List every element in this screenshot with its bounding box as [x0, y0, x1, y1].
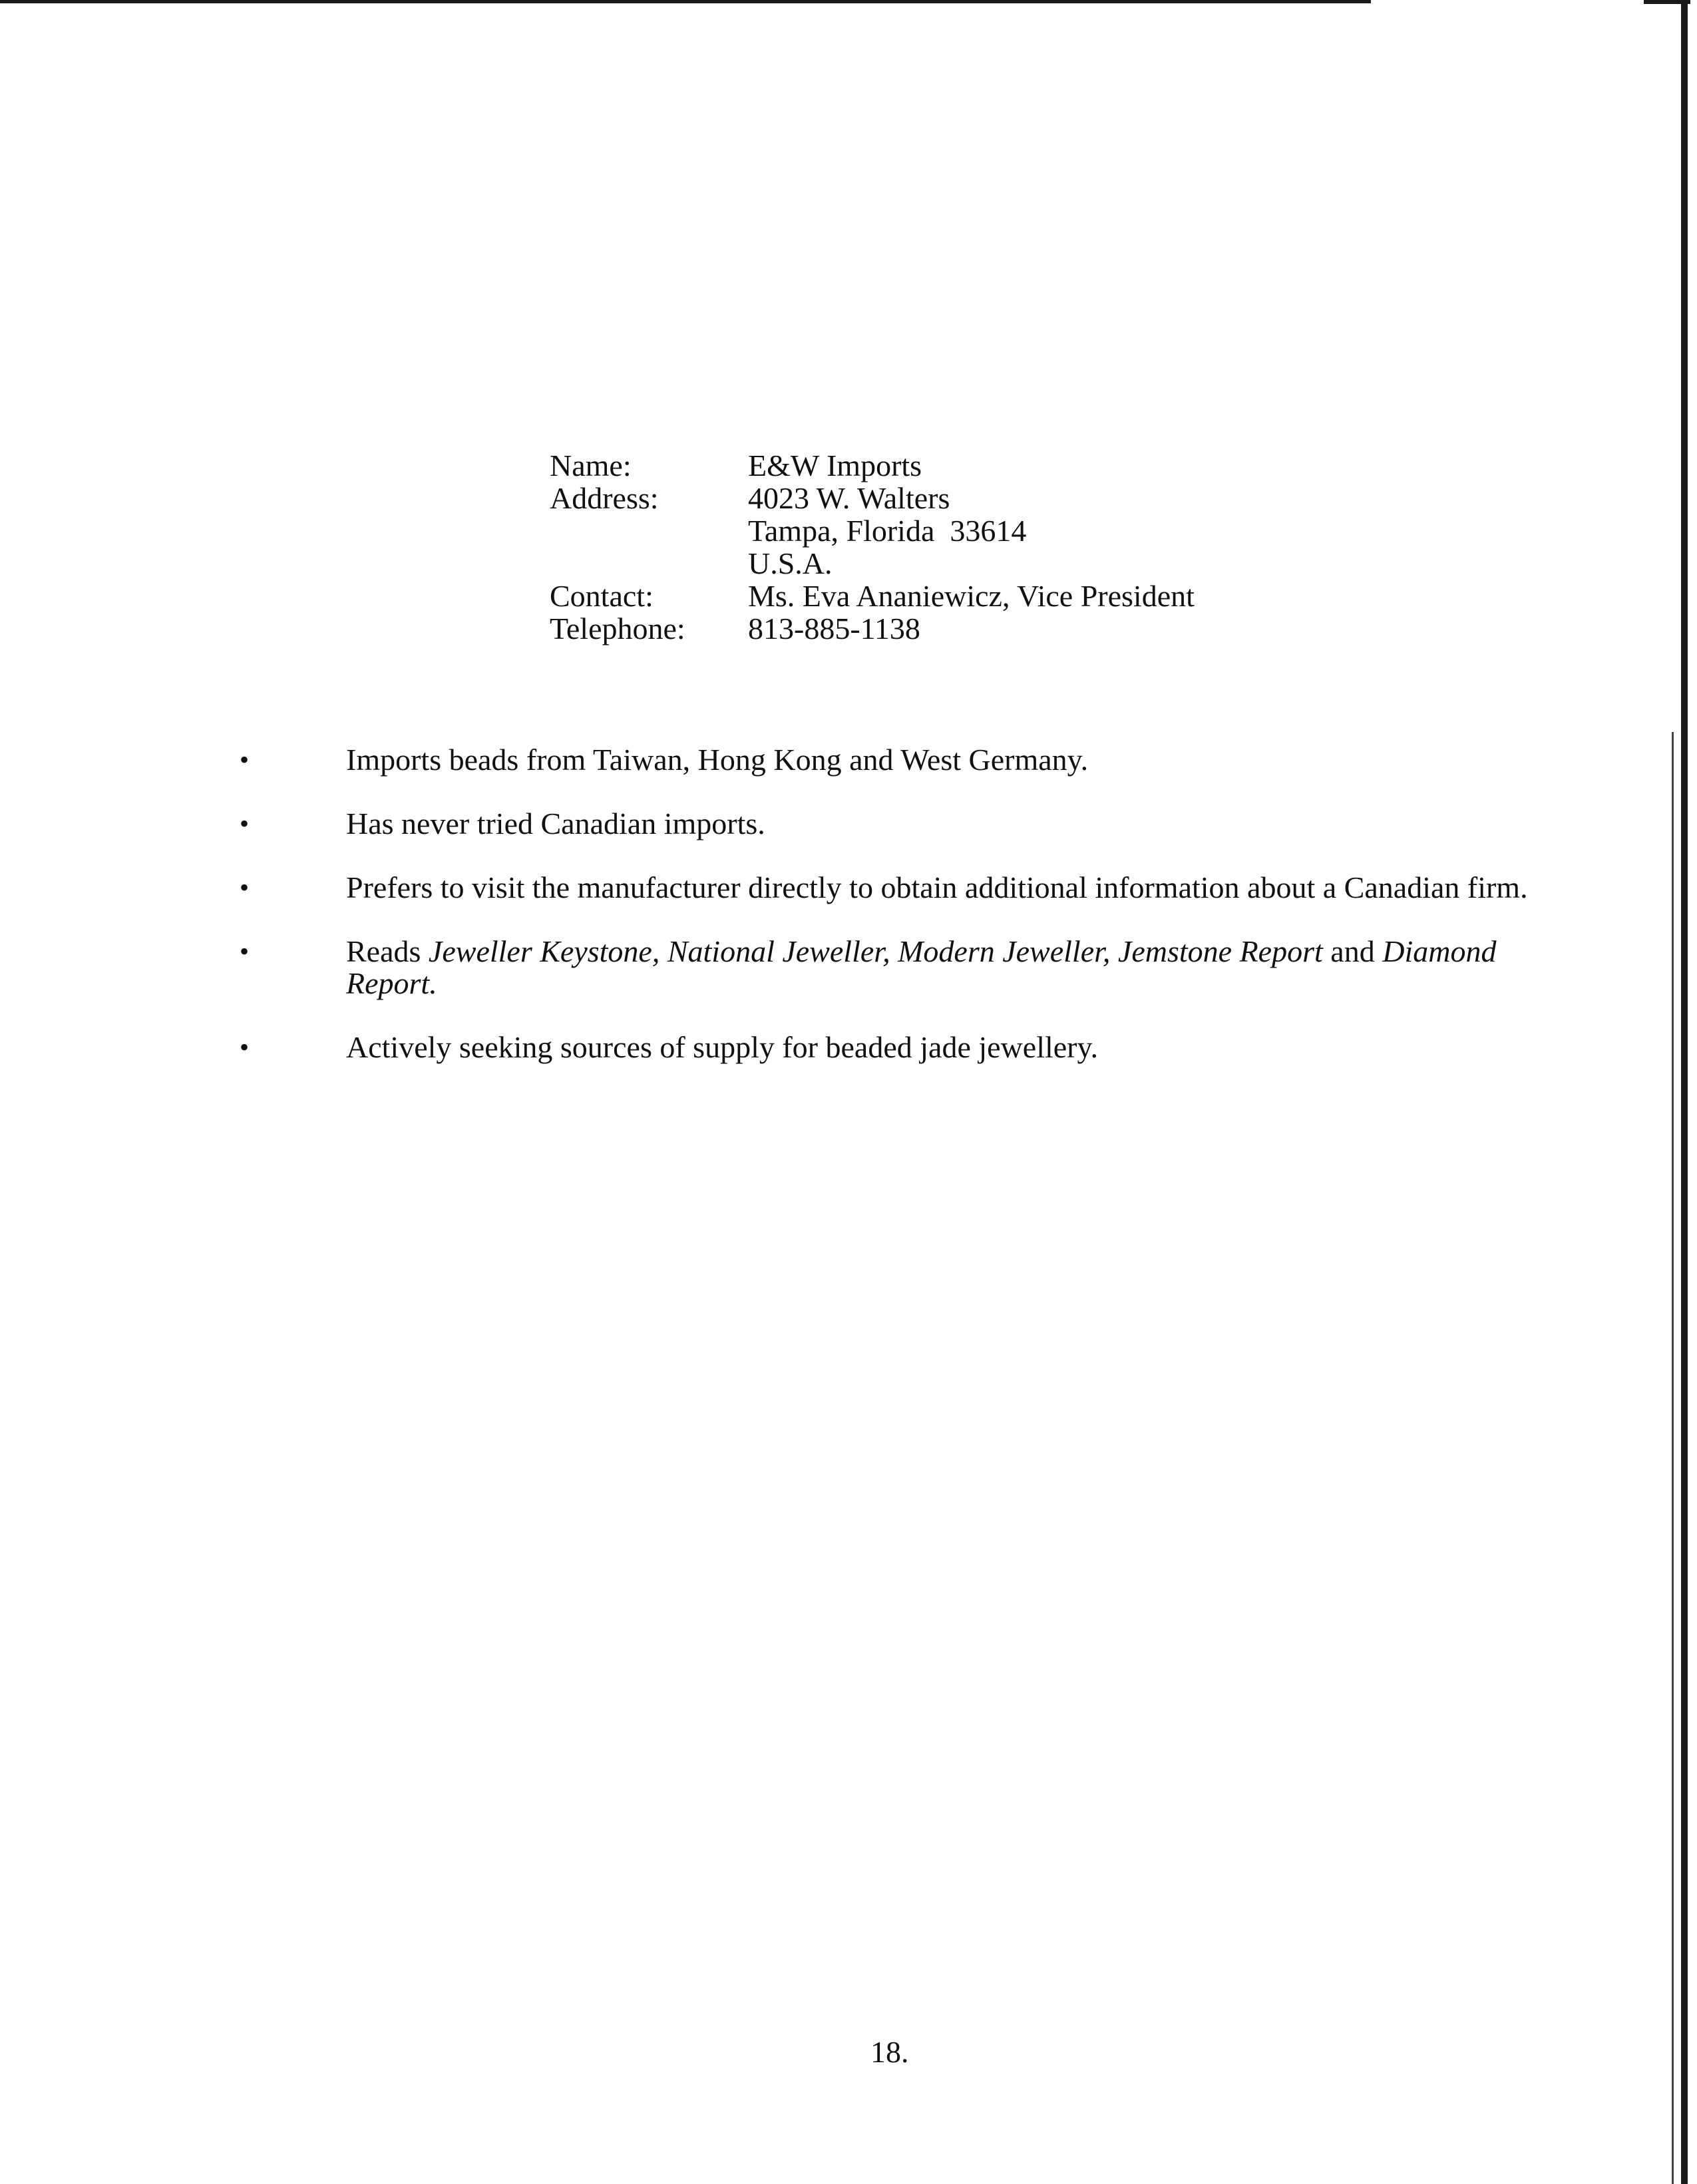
list-item: [240, 1031, 1544, 1063]
address-line-1: 4023 W. Walters: [748, 481, 950, 515]
bullet-icon: •: [240, 809, 250, 838]
address-line-3: U.S.A.: [748, 546, 833, 580]
bullet-text-seeking: Actively seeking sources of supply for beaded jade jewellery.: [346, 1030, 1099, 1064]
contact-value: Ms. Eva Ananiewicz, Vice President: [748, 579, 1195, 613]
address-row-2: [550, 514, 1195, 547]
contact-row: [550, 580, 1195, 612]
bullet-icon: •: [240, 872, 250, 902]
list-item: [240, 744, 1544, 776]
name-row: [550, 449, 1195, 482]
bullet-text-canadian: Has never tried Canadian imports.: [346, 807, 765, 840]
reads-conjunction: and: [1322, 934, 1383, 968]
list-item: [240, 808, 1544, 840]
scan-right-edge-thin: [1672, 732, 1674, 2184]
list-item: [240, 936, 1544, 1000]
telephone-label: Telephone:: [550, 612, 685, 645]
bullet-text-visit: Prefers to visit the manufacturer directly to obtain additional information about a Canadian firm.: [346, 870, 1528, 904]
notes-bullet-list: [240, 744, 1544, 1095]
bullet-text-reads: [346, 936, 1544, 1000]
publications-list: Jeweller Keystone, National Jeweller, Modern Jeweller, Jemstone Report: [428, 934, 1323, 968]
address-row-3: [550, 547, 1195, 580]
page-number: 18.: [870, 2035, 909, 2069]
scan-right-edge: [1681, 0, 1688, 2184]
contact-block: [550, 449, 1195, 645]
name-label: Name:: [550, 449, 632, 482]
telephone-value: 813-885-1138: [748, 612, 920, 645]
reads-prefix: Reads: [346, 934, 429, 968]
name-value: E&W Imports: [748, 449, 922, 482]
scan-top-rule: [0, 0, 1371, 3]
address-label: Address:: [550, 481, 659, 515]
bullet-icon: •: [240, 745, 250, 775]
bullet-icon: •: [240, 1032, 250, 1062]
list-item: [240, 872, 1544, 904]
address-line-2: Tampa, Florida 33614: [748, 514, 1027, 548]
last-publication: Diamond Report.: [346, 934, 1497, 1000]
telephone-row: [550, 612, 1195, 645]
contact-label: Contact:: [550, 579, 654, 613]
bullet-text-imports: Imports beads from Taiwan, Hong Kong and West Germany.: [346, 743, 1089, 777]
address-row: [550, 482, 1195, 514]
bullet-icon: •: [240, 936, 250, 966]
